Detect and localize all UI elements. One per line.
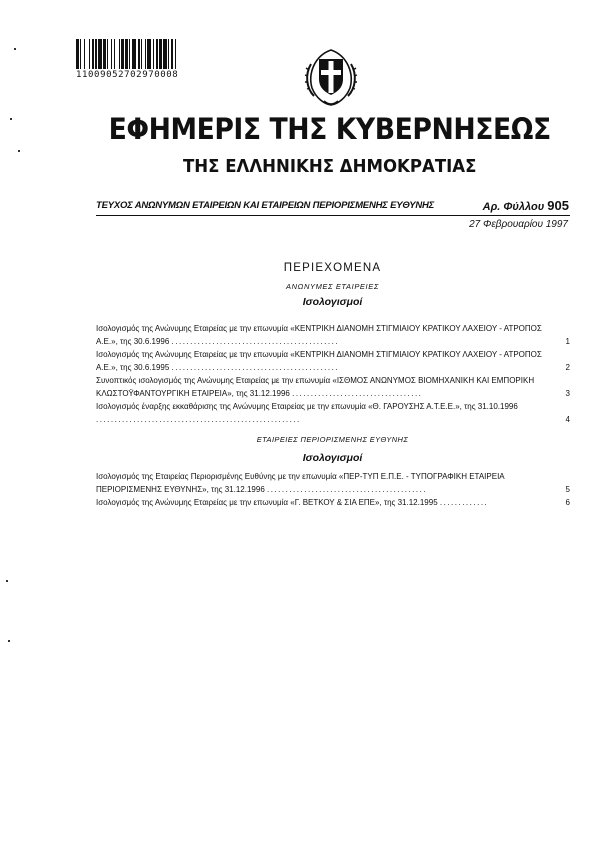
toc-entry: Ισολογισμός της Ανώνυμης Εταιρείας με την επωνυμία «ΚΕΝΤΡΙΚΗ ΔΙΑΝΟΜΗ ΣΤΙΓΜΙΑΙΟΥ ΚΡΑΤΙΚΟΥ ΛΑΧΕΙΟΥ - ΑΤΡΟΠΟΣ Α.Ε.», της 30.6.1995 ............................................. 2 [96, 349, 570, 374]
scan-speck [6, 580, 8, 582]
toc-entry-text: Ισολογισμός της Ανώνυμης Εταιρείας με την επωνυμία «ΚΕΝΤΡΙΚΗ ΔΙΑΝΟΜΗ ΣΤΙΓΜΙΑΙΟΥ ΚΡΑΤΙΚΟΥ ΛΑΧΕΙΟΥ - ΑΤΡΟΠΟΣ Α.Ε.», της 30.6.1995 [96, 350, 542, 372]
barcode-number: 11009052702970008 [76, 70, 179, 80]
barcode [76, 39, 212, 69]
toc-entry-text: Ισολογισμός της Εταιρείας Περιορισμένης Ευθύνης με την επωνυμία «ΠΕΡ-ΤΥΠ Ε.Π.Ε. - ΤΥΠΟΓΡΑΦΙΚΗ ΕΤΑΙΡΕΙΑ ΠΕΡΙΟΡΙΣΜΕΝΗΣ ΕΥΘΥΝΗΣ», της 31.12.1996 [96, 472, 505, 494]
barcode-bar [176, 39, 179, 69]
issue-number: 905 [547, 198, 569, 213]
scan-speck [18, 150, 20, 152]
issue-date: 27 Φεβρουαρίου 1997 [469, 219, 568, 230]
section-subtitle-sa: Ισολογισμοί [302, 296, 363, 308]
toc-entry-page: 2 [565, 362, 570, 372]
toc-entry-page: 4 [565, 414, 570, 424]
toc-entry-page: 5 [565, 484, 570, 494]
series-label: ΤΕΥΧΟΣ ΑΝΩΝΥΜΩΝ ΕΤΑΙΡΕΙΩΝ ΚΑΙ ΕΤΑΙΡΕΙΩΝ ΠΕΡΙΟΡΙΣΜΕΝΗΣ ΕΥΘΥΝΗΣ [96, 200, 435, 211]
section-subtitle-epe: Ισολογισμοί [302, 452, 363, 464]
toc-entry: Ισολογισμός έναρξης εκκαθάρισης της Ανώνυμης Εταιρείας με την επωνυμία «Θ. ΓΑΡΟΥΣΗΣ Α.Τ.Ε.Ε.», της 31.10.1996 ....................................................... 4 [96, 401, 570, 426]
toc-entry-text: Ισολογισμός της Ανώνυμης Εταιρείας με την επωνυμία «ΚΕΝΤΡΙΚΗ ΔΙΑΝΟΜΗ ΣΤΙΓΜΙΑΙΟΥ ΚΡΑΤΙΚΟΥ ΛΑΧΕΙΟΥ - ΑΤΡΟΠΟΣ Α.Ε.», της 30.6.1996 [96, 324, 542, 346]
toc-entry: Ισολογισμός της Ανώνυμης Εταιρείας με την επωνυμία «Γ. ΒΕΤΚΟΥ & ΣΙΑ ΕΠΕ», της 31.12.1995 ............. 6 [96, 497, 570, 510]
toc-entry-text: Ισολογισμός της Ανώνυμης Εταιρείας με την επωνυμία «Γ. ΒΕΤΚΟΥ & ΣΙΑ ΕΠΕ», της 31.12.1995 [96, 498, 438, 507]
contents-heading: ΠΕΡΙΕΧΟΜΕΝΑ [283, 262, 382, 274]
toc-entry-page: 6 [565, 498, 570, 507]
toc-entry: Ισολογισμός της Εταιρείας Περιορισμένης Ευθύνης με την επωνυμία «ΠΕΡ-ΤΥΠ Ε.Π.Ε. - ΤΥΠΟΓΡΑΦΙΚΗ ΕΤΑΙΡΕΙΑ ΠΕΡΙΟΡΙΣΜΕΝΗΣ ΕΥΘΥΝΗΣ», της 31.12.1996 ........................................... 5 [96, 471, 570, 496]
coat-of-arms-emblem [302, 44, 360, 108]
toc-entry-text: Ισολογισμός έναρξης εκκαθάρισης της Ανώνυμης Εταιρείας με την επωνυμία «Θ. ΓΑΡΟΥΣΗΣ Α.Τ.Ε.Ε.», της 31.10.1996 [96, 402, 518, 411]
toc-entry-text: Συνοπτικός ισολογισμός της Ανώνυμης Εταιρείας με την επωνυμία «ΙΣΘΜΟΣ ΑΝΩΝΥΜΟΣ ΒΙΟΜΗΧΑΝΙΚΗ ΚΑΙ ΕΜΠΟΡΙΚΗ ΚΛΩΣΤΟΫΦΑΝΤΟΥΡΓΙΚΗ ΕΤΑΙΡΕΙΑ», της 31.12.1996 [96, 376, 535, 398]
gazette-title: ΕΦΗΜΕΡΙΣ ΤΗΣ ΚΥΒΕΡΝΗΣΕΩΣ [108, 112, 551, 146]
issue-label: Αρ. Φύλλου [482, 201, 545, 213]
series-row [96, 198, 569, 214]
issue-number-block [483, 198, 569, 213]
scan-speck [14, 48, 16, 50]
section-title-epe: ΕΤΑΙΡΕΙΕΣ ΠΕΡΙΟΡΙΣΜΕΝΗΣ ΕΥΘΥΝΗΣ [256, 435, 409, 444]
toc-entry-page: 3 [565, 388, 570, 398]
toc-entry: Ισολογισμός της Ανώνυμης Εταιρείας με την επωνυμία «ΚΕΝΤΡΙΚΗ ΔΙΑΝΟΜΗ ΣΤΙΓΜΙΑΙΟΥ ΚΡΑΤΙΚΟΥ ΛΑΧΕΙΟΥ - ΑΤΡΟΠΟΣ Α.Ε.», της 30.6.1996 ............................................. 1 [96, 323, 570, 348]
section-title-sa: ΑΝΩΝΥΜΕΣ ΕΤΑΙΡΕΙΕΣ [286, 282, 379, 291]
toc-entry-page: 1 [565, 336, 570, 346]
scan-speck [8, 640, 10, 642]
toc-entry: Συνοπτικός ισολογισμός της Ανώνυμης Εταιρείας με την επωνυμία «ΙΣΘΜΟΣ ΑΝΩΝΥΜΟΣ ΒΙΟΜΗΧΑΝΙΚΗ ΚΑΙ ΕΜΠΟΡΙΚΗ ΚΛΩΣΤΟΫΦΑΝΤΟΥΡΓΙΚΗ ΕΤΑΙΡΕΙΑ», της 31.12.1996 ................................... 3 [96, 375, 570, 400]
header-divider [96, 215, 570, 216]
gazette-subtitle: ΤΗΣ ΕΛΛΗΝΙΚΗΣ ΔΗΜΟΚΡΑΤΙΑΣ [182, 156, 477, 177]
scan-speck [10, 118, 12, 120]
